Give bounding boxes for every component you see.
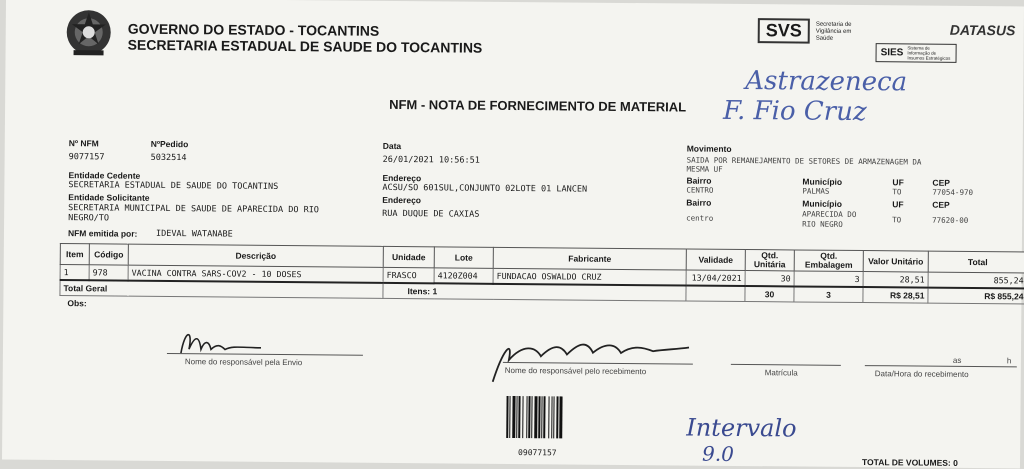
municipio1-value: PALMAS [802,186,830,196]
endereco2-value: RUA DUQUE DE CAXIAS [382,208,480,220]
sies-logo-text: SIES [880,47,904,59]
recebimento-label: Nome do responsável pelo recebimento [504,365,647,377]
svs-logo: SVS [758,18,810,43]
municipio2-value-1: APARECIDA DO [802,209,857,219]
endereco1-label: Endereço [382,172,422,184]
cedente-label: Entidade Cedente [68,170,141,181]
cep1-label: CEP [932,177,950,188]
col-unidade: Unidade [383,246,434,267]
barcode-bar [543,396,545,438]
cell-unidade: FRASCO [383,267,434,283]
total-volumes: TOTAL DE VOLUMES: 0 [861,457,958,468]
handwritten-note-bottom-2: 9.0 [701,441,734,466]
handwritten-note-top-2: F. Fio Cruz [722,95,867,128]
handwritten-note-top-1: Astrazeneca [745,66,908,98]
col-lote: Lote [434,247,493,269]
bairro2-value: centro [686,213,714,223]
doc-title: NFM - NOTA DE FORNECIMENTO DE MATERIAL [389,96,687,115]
movimento-label: Movimento [686,143,732,154]
barcode-bar [512,396,515,438]
solicitante-value-2: NEGRO/TO [68,213,110,224]
datahora-label: Data/Hora do recebimento [874,369,969,379]
gov-title: GOVERNO DO ESTADO - TOCANTINS [127,20,380,39]
bairro1-value: CENTRO [686,185,714,195]
cep2-value: 77620-00 [932,215,969,225]
barcode-bar [506,396,508,438]
municipio2-value-2: RIO NEGRO [802,219,843,229]
uf1-value: TO [892,187,902,197]
endereco1-value: ACSU/SO 601SUL,CONJUNTO 02LOTE 01 LANCEN [382,182,588,195]
obs-label: Obs: [67,298,87,309]
bairro1-label: Bairro [686,175,712,186]
barcode [504,394,578,445]
emitida-value: IDEVAL WATANABE [155,228,233,240]
uf2-label: UF [892,199,904,210]
cell-validade: 13/04/2021 [686,270,745,286]
col-descricao: Descrição [128,244,383,267]
coat-of-arms-icon [59,6,118,67]
municipio1-label: Município [802,176,843,187]
uf1-label: UF [892,177,904,188]
cell-valor-unitario: 28,51 [863,272,928,288]
bairro2-label: Bairro [686,197,712,208]
uf2-value: TO [892,215,902,225]
total-geral-label: Total Geral [60,280,383,298]
barcode-bar [534,396,537,438]
datahora-line [865,365,1017,367]
total-emb: 3 [794,286,863,302]
col-fabricante: Fabricante [493,247,686,270]
cell-codigo: 978 [89,265,128,281]
data-value: 26/01/2021 10:56:51 [382,154,480,166]
total-spacer [686,286,745,302]
nfm-label: Nº NFM [68,138,99,149]
cell-total: 855,24 [928,272,1024,288]
cell-fabricante: FUNDACAO OSWALDO CRUZ [493,268,686,285]
svs-subtitle: Secretaria de Vigilância em Saúde [815,21,852,42]
col-valor-unitario: Valor Unitário [863,251,928,273]
nfm-document [2,0,1024,468]
movimento-value-2: MESMA UF [686,164,723,174]
barcode-bar [556,396,558,438]
solicitante-value-1: SECRETARIA MUNICIPAL DE SAUDE DE APARECIDA DO RIO [68,203,319,216]
handwritten-note-bottom-1: Intervalo [686,413,797,443]
col-validade: Validade [686,249,745,271]
barcode-bar [538,396,540,438]
endereco2-label: Endereço [382,194,422,206]
col-item: Item [60,244,89,265]
items-table [59,243,1024,304]
barcode-number: 09077157 [518,448,557,458]
cell-qtd-embalagem: 3 [794,271,863,287]
pedido-label: NºPedido [150,138,189,150]
cell-item: 1 [60,265,89,281]
h-label: h [1006,356,1012,366]
secretaria-title: SECRETARIA ESTADUAL DE SAUDE DO TOCANTINS [127,36,483,56]
col-codigo: Código [89,244,128,265]
pedido-value: 5032514 [150,152,187,164]
itens-count: Itens: 1 [383,283,686,301]
matricula-label: Matrícula [764,368,798,378]
cell-descricao: VACINA CONTRA SARS-COV2 - 10 DOSES [128,265,383,283]
total-total: R$ 855,24 [928,288,1024,304]
sies-logo [876,43,957,63]
barcode-bar [528,396,530,438]
nfm-value: 9077157 [68,152,105,163]
total-valor: R$ 28,51 [863,287,928,303]
col-qtd-embalagem: Qtd. Embalagem [794,250,863,272]
data-label: Data [382,140,402,152]
cell-qtd-unitaria: 30 [745,271,794,287]
cep2-label: CEP [932,199,950,210]
barcode-bar [559,396,562,438]
cell-lote: 4120Z004 [434,268,493,284]
barcode-bar [518,396,520,438]
cep1-value: 77054-970 [932,187,974,198]
as-label: as [952,355,962,365]
cedente-value: SECRETARIA ESTADUAL DE SAUDE DO TOCANTINS [68,180,279,192]
total-qtd: 30 [745,286,794,302]
municipio2-label: Município [802,198,842,209]
col-qtd-unitaria: Qtd. Unitária [745,250,794,271]
envio-label: Nome do responsável pela Envio [184,357,303,368]
solicitante-label: Entidade Solicitante [68,192,150,203]
matricula-line [731,364,841,366]
recebimento-signature [483,330,694,392]
col-total: Total [928,251,1024,273]
emitida-label: NFM emitida por: [67,228,138,239]
movimento-value-1: SAIDA POR REMANEJAMENTO DE SETORES DE ARMAZENAGEM DA [686,155,922,167]
datasus-logo: DATASUS [949,21,1016,39]
sies-subtitle: Sistema de Informação de Insumos Estratégicos [907,45,951,61]
